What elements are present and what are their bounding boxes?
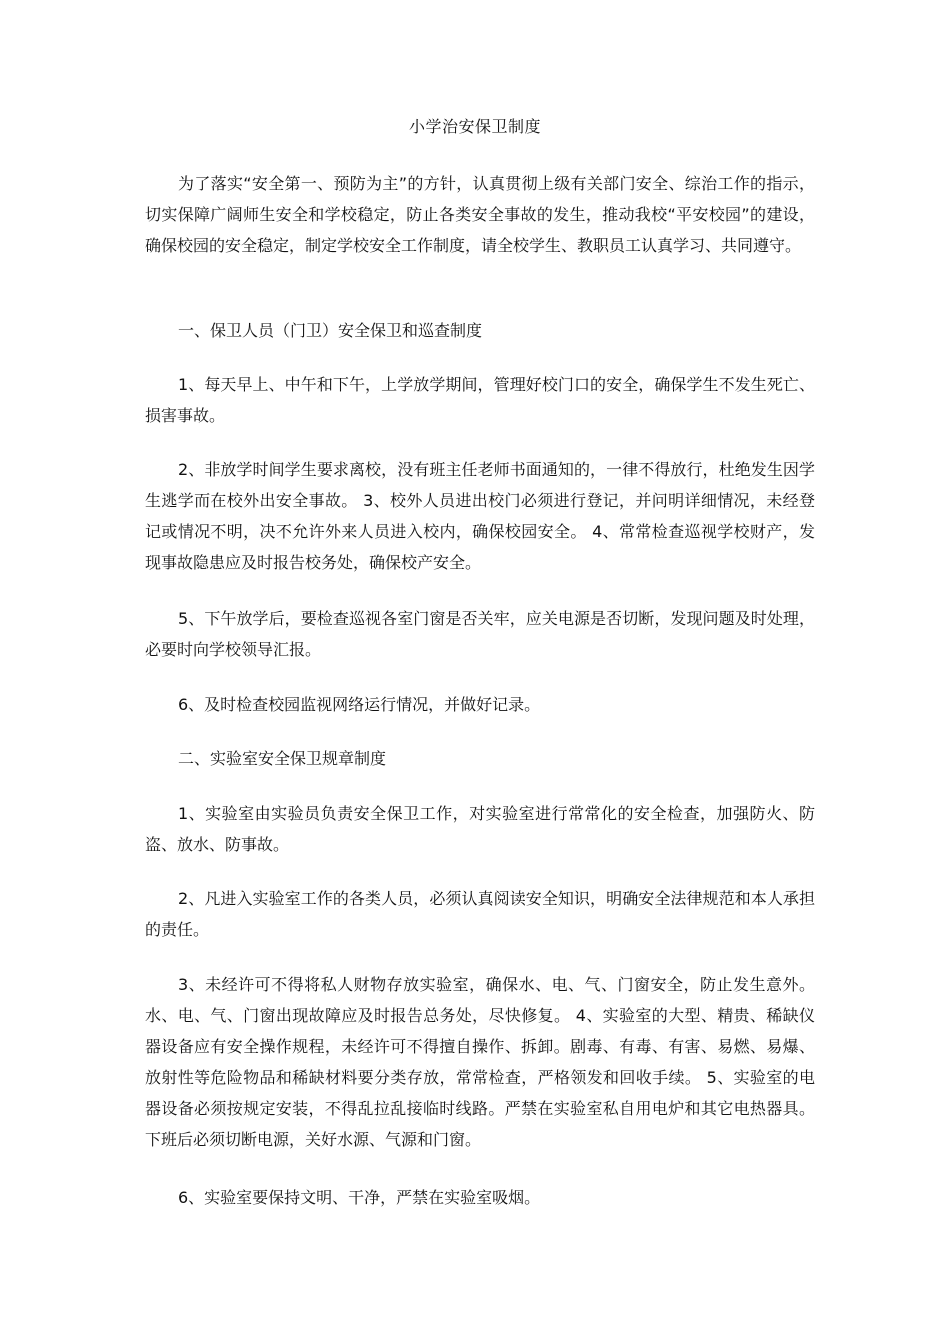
section-1-items-2-4: 2、非放学时间学生要求离校，没有班主任老师书面通知的，一律不得放行，杜绝发生因学生逃学而在校外出安全事故。 3、校外人员进出校门必须进行登记，并问明详细情况，未经登记或情况不明，决不允许外来人员进入校内，确保校园安全。 4、常常检查巡视学校财产，发现事故隐患应及时报告校务处，确保校产安全。 <box>145 460 815 572</box>
section-1-item-6: 6、及时检查校园监视网络运行情况，并做好记录。 <box>178 695 541 714</box>
section-2-heading: 二、实验室安全保卫规章制度 <box>178 749 387 768</box>
section-2-item-1: 1、实验室由实验员负责安全保卫工作，对实验室进行常常化的安全检查，加强防火、防盗、放水、防事故。 <box>145 804 815 854</box>
section-2-item-6: 6、实验室要保持文明、干净，严禁在实验室吸烟。 <box>178 1188 541 1207</box>
section-2-items-3-5: 3、未经许可不得将私人财物存放实验室，确保水、电、气、门窗安全，防止发生意外。水、电、气、门窗出现故障应及时报告总务处，尽快修复。 4、实验室的大型、精贵、稀缺仪器设备应有安全操作规程，未经许可不得擅自操作、拆卸。剧毒、有毒、有害、易燃、易爆、放射性等危险物品和稀缺材料要分类存放，常常检查，严格领发和回收手续。 5、实验室的电器设备必须按规定安装，不得乱拉乱接临时线路。严禁在实验室私自用电炉和其它电热器具。下班后必须切断电源，关好水源、气源和门窗。 <box>145 975 815 1149</box>
intro-paragraph: 为了落实“安全第一、预防为主”的方针，认真贯彻上级有关部门安全、综治工作的指示，切实保障广阔师生安全和学校稳定，防止各类安全事故的发生，推动我校“平安校园”的建设，确保校园的安全稳定，制定学校安全工作制度，请全校学生、教职员工认真学习、共同遵守。 <box>145 174 815 255</box>
section-1-heading: 一、保卫人员（门卫）安全保卫和巡查制度 <box>178 321 483 340</box>
section-1-item-5: 5、下午放学后，要检查巡视各室门窗是否关牢，应关电源是否切断，发现问题及时处理，必要时向学校领导汇报。 <box>145 609 815 659</box>
section-1-item-1: 1、每天早上、中午和下午，上学放学期间，管理好校门口的安全，确保学生不发生死亡、损害事故。 <box>145 375 815 425</box>
document-title: 小学治安保卫制度 <box>408 117 541 136</box>
section-2-item-2: 2、凡进入实验室工作的各类人员，必须认真阅读安全知识，明确安全法律规范和本人承担的责任。 <box>145 889 815 939</box>
